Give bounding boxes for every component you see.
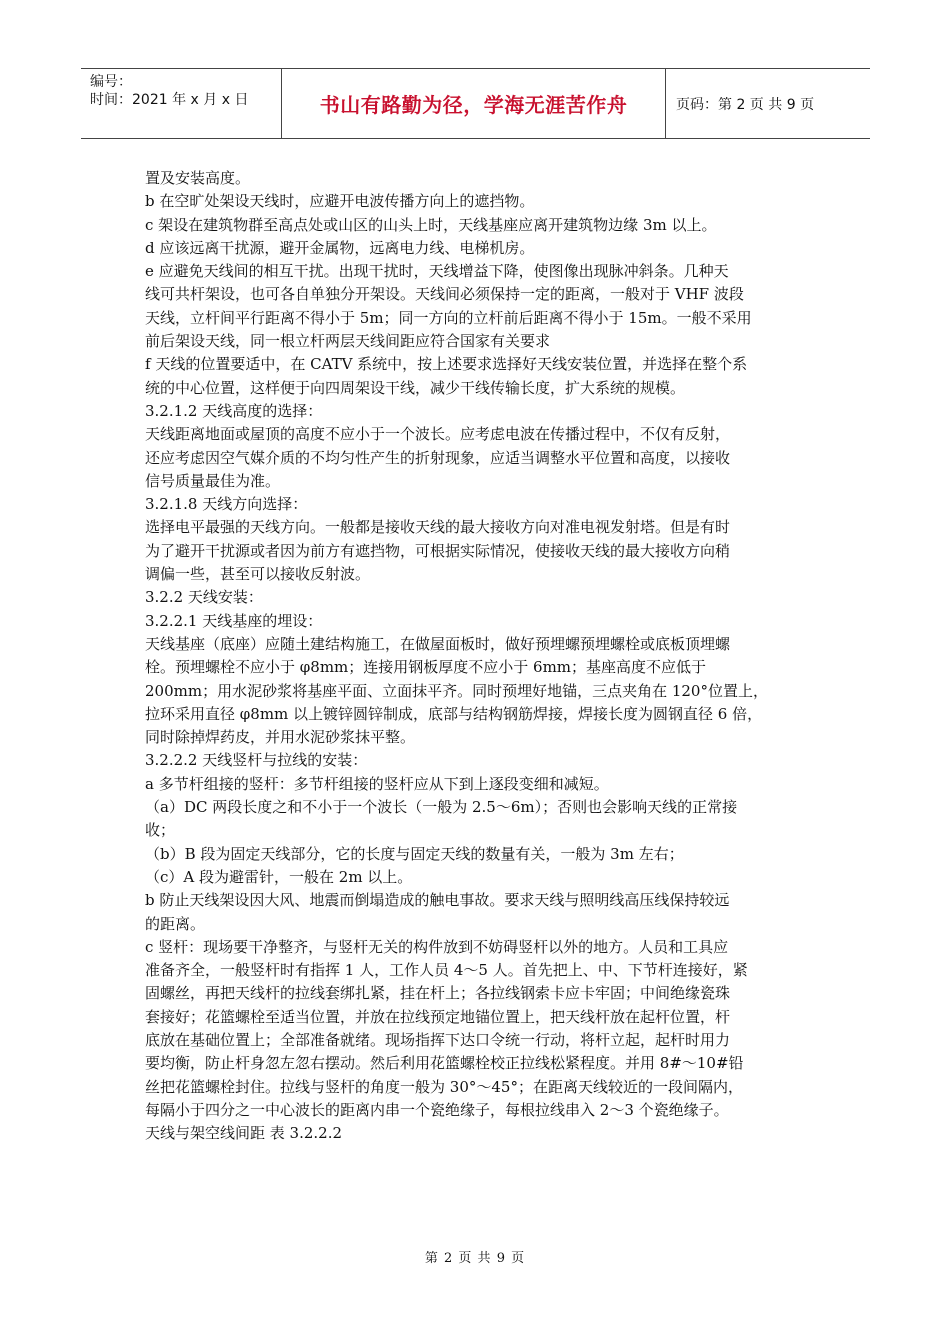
- body-line: 天线距离地面或屋顶的高度不应小于一个波长。应考虑电波在传播过程中，不仅有反射，: [145, 425, 731, 444]
- body-line: 套接好；花篮螺栓至适当位置，并放在拉线预定地锚位置上，把天线杆放在起杆位置，杆: [145, 1007, 731, 1026]
- body-line: 同时除掉焊药皮，并用水泥砂浆抹平整。: [145, 728, 416, 747]
- body-line: 3.2.1.2 天线高度的选择：: [145, 401, 323, 420]
- body-line: f 天线的位置要适中，在 CATV 系统中，按上述要求选择好天线安装位置，并选择在整个系: [145, 355, 748, 374]
- body-line: 3.2.2 天线安装：: [145, 588, 263, 607]
- body-line: （a）DC 两段长度之和不小于一个波长（一般为 2.5～6m）；否则也会影响天线的正常接: [145, 798, 738, 817]
- body-line: 3.2.2.1 天线基座的埋设：: [145, 611, 323, 630]
- body-line: 置及安装高度。: [145, 169, 251, 187]
- body-line: 要均衡，防止杆身忽左忽右摆动。然后利用花篮螺栓校正拉线松紧程度。并用 8#～10#铅: [145, 1054, 744, 1073]
- header-motto: 书山有路勤为径，学海无涯苦作舟: [282, 69, 666, 138]
- body-line: a 多节杆组接的竖杆：多节杆组接的竖杆应从下到上逐段变细和减短。: [145, 774, 609, 793]
- body-line: c 架设在建筑物群至高点处或山区的山头上时，天线基座应离开建筑物边缘 3m 以上。: [145, 215, 717, 234]
- body-line: 调偏一些，甚至可以接收反射波。: [145, 565, 371, 584]
- body-line: c 竖杆：现场要干净整齐，与竖杆无关的构件放到不妨碍竖杆以外的地方。人员和工具应: [145, 937, 729, 956]
- document-header: [81, 68, 870, 139]
- body-line: 3.2.2.2 天线竖杆与拉线的安装：: [145, 751, 368, 770]
- body-line: 线可共杆架设，也可各自单独分开架设。天线间必须保持一定的距离，一般对于 VHF 波段: [145, 285, 744, 304]
- body-line: e 应避免天线间的相互干扰。出现干扰时，天线增益下降，使图像出现脉冲斜条。几种天: [145, 262, 729, 281]
- body-line: 还应考虑因空气媒介质的不均匀性产生的折射现象，应适当调整水平位置和高度，以接收: [145, 448, 731, 467]
- body-line: 收；: [145, 821, 176, 840]
- body-line: 拉环采用直径 φ8mm 以上镀锌圆锌制成，底部与结构钢筋焊接，焊接长度为圆钢直径 6 倍，: [145, 704, 763, 723]
- body-line: 固螺丝，再把天线杆的拉线套绑扎紧，挂在杆上；各拉线钢索卡应卡牢固；中间绝缘瓷珠: [145, 984, 731, 1003]
- body-line: 底放在基础位置上；全部准备就绪。现场指挥下达口令统一行动，将杆立起，起杆时用力: [145, 1030, 731, 1049]
- body-line: 每隔小于四分之一中心波长的距离内串一个瓷绝缘子，每根拉线串入 2～3 个瓷绝缘子。: [145, 1100, 729, 1119]
- body-line: 选择电平最强的天线方向。一般都是接收天线的最大接收方向对准电视发射塔。但是有时: [145, 518, 731, 537]
- body-line: （c）A 段为避雷针，一般在 2m 以上。: [145, 867, 413, 886]
- body-line: 天线与架空线间距 表 3.2.2.2: [145, 1124, 343, 1143]
- body-line: 为了避开干扰源或者因为前方有遮挡物，可根据实际情况，使接收天线的最大接收方向稍: [145, 541, 731, 560]
- body-line: 天线，立杆间平行距离不得小于 5m；同一方向的立杆前后距离不得小于 15m。一般不采用: [145, 308, 752, 327]
- header-time-label: 时间：2021 年 x 月 x 日: [90, 92, 249, 108]
- body-line: （b）B 段为固定天线部分，它的长度与固定天线的数量有关，一般为 3m 左右；: [145, 844, 684, 863]
- document-body: [145, 167, 810, 1145]
- body-line: 前后架设天线，同一根立杆两层天线间距应符合国家有关要求: [145, 332, 551, 351]
- body-line: 信号质量最佳为准。: [145, 471, 281, 490]
- body-line: 的距离。: [145, 914, 206, 933]
- body-line: d 应该远离干扰源，避开金属物，远离电力线、电梯机房。: [145, 238, 535, 257]
- body-line: 3.2.1.8 天线方向选择：: [145, 495, 308, 514]
- body-line: b 防止天线架设因大风、地震而倒塌造成的触电事故。要求天线与照明线高压线保持较远: [145, 891, 730, 910]
- body-line: b 在空旷处架设天线时，应避开电波传播方向上的遮挡物。: [145, 192, 535, 211]
- body-line: 丝把花篮螺栓封住。拉线与竖杆的角度一般为 30°～45°；在距离天线较近的一段间隔内，: [145, 1077, 743, 1096]
- body-line: 天线基座（底座）应随土建结构施工，在做屋面板时，做好预埋螺预埋螺栓或底板顶埋螺: [145, 634, 731, 653]
- page-footer: 第 2 页 共 9 页: [424, 1251, 526, 1266]
- body-line: 200mm；用水泥砂浆将基座平面、立面抹平齐。同时预埋好地锚，三点夹角在 120°位置上，: [145, 681, 768, 700]
- body-line: 准备齐全，一般竖杆时有指挥 1 人，工作人员 4～5 人。首先把上、中、下节杆连接好，紧: [145, 961, 748, 980]
- body-line: 统的中心位置，这样便于向四周架设干线，减少干线传输长度，扩大系统的规模。: [145, 378, 686, 397]
- header-meta: [81, 69, 282, 138]
- body-line: 栓。预埋螺栓不应小于 φ8mm；连接用钢板厚度不应小于 6mm；基座高度不应低于: [145, 658, 707, 677]
- header-page-info: 页码：第 2 页 共 9 页: [676, 96, 815, 113]
- header-number-label: 编号：: [90, 74, 132, 90]
